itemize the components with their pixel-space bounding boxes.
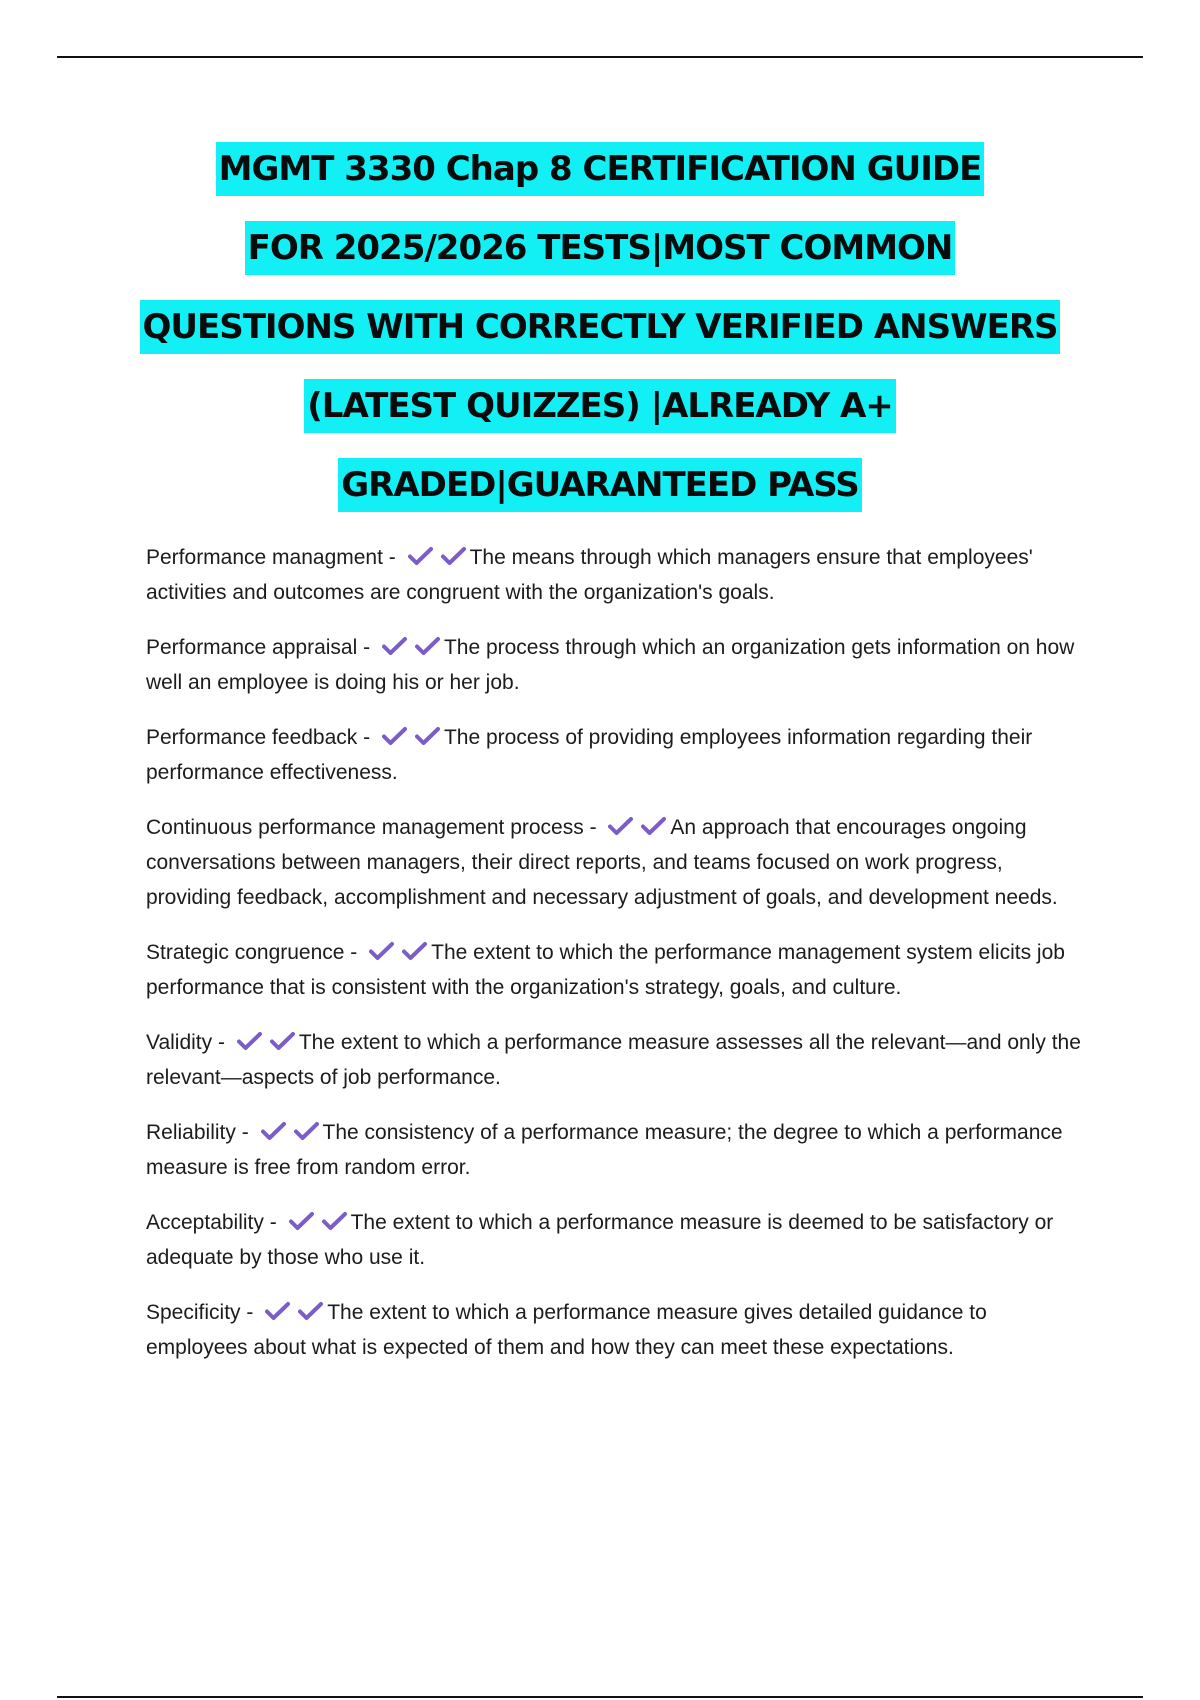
title-line — [0, 142, 1200, 221]
check-icon — [402, 941, 427, 961]
verified-checks — [289, 1211, 347, 1231]
title-line — [0, 221, 1200, 300]
entry-definition: The extent to which the performance management system elicits job performance that is consistent with the organization's strategy, goals, and culture. — [146, 941, 1065, 999]
flashcard-entry — [146, 720, 1091, 790]
document-title — [0, 142, 1200, 537]
entry-definition: The extent to which a performance measure gives detailed guidance to employees about what is expected of them and how they can meet these expectations. — [146, 1301, 987, 1359]
bottom-divider — [57, 1696, 1143, 1698]
entry-definition: The process through which an organization gets information on how well an employee is doing his or her job. — [146, 636, 1075, 694]
top-divider — [57, 56, 1143, 58]
check-icon — [415, 636, 440, 656]
flashcard-entry — [146, 630, 1091, 700]
title-line — [0, 379, 1200, 458]
entry-term: Performance appraisal - — [146, 636, 376, 659]
check-icon — [382, 726, 407, 746]
check-icon — [641, 816, 666, 836]
check-icon — [294, 1121, 319, 1141]
entry-term: Performance feedback - — [146, 726, 376, 749]
check-icon — [270, 1031, 295, 1051]
verified-checks — [608, 816, 666, 836]
verified-checks — [382, 726, 440, 746]
entry-term: Reliability - — [146, 1121, 255, 1144]
check-icon — [369, 941, 394, 961]
check-icon — [322, 1211, 347, 1231]
title-line-text: (LATEST QUIZZES) |ALREADY A+ — [304, 379, 896, 433]
entry-term: Acceptability - — [146, 1211, 283, 1234]
entry-definition: The extent to which a performance measure is deemed to be satisfactory or adequate by those who use it. — [146, 1211, 1054, 1269]
flashcard-entry — [146, 1115, 1091, 1185]
entry-term: Strategic congruence - — [146, 941, 364, 964]
check-icon — [265, 1301, 290, 1321]
verified-checks — [408, 546, 466, 566]
flashcard-list — [146, 540, 1091, 1365]
title-line-text: MGMT 3330 Chap 8 CERTIFICATION GUIDE — [216, 142, 985, 196]
flashcard-entry — [146, 540, 1091, 610]
title-line — [0, 300, 1200, 379]
verified-checks — [369, 941, 427, 961]
check-icon — [237, 1031, 262, 1051]
flashcard-entry — [146, 1025, 1091, 1095]
flashcard-entry — [146, 1205, 1091, 1275]
entry-term: Continuous performance management process - — [146, 816, 603, 839]
verified-checks — [265, 1301, 323, 1321]
check-icon — [289, 1211, 314, 1231]
flashcard-entry — [146, 810, 1091, 915]
entry-term: Performance managment - — [146, 546, 402, 569]
verified-checks — [261, 1121, 319, 1141]
check-icon — [441, 546, 466, 566]
flashcard-entry — [146, 935, 1091, 1005]
entry-definition: An approach that encourages ongoing conversations between managers, their direct reports, and teams focused on work progress, providing feedback, accomplishment and necessary adjustment of goals, and development needs. — [146, 816, 1058, 909]
check-icon — [415, 726, 440, 746]
entry-definition: The extent to which a performance measure assesses all the relevant—and only the relevant—aspects of job performance. — [146, 1031, 1081, 1089]
title-line — [0, 458, 1200, 537]
check-icon — [608, 816, 633, 836]
entry-term: Validity - — [146, 1031, 231, 1054]
title-line-text: GRADED|GUARANTEED PASS — [338, 458, 861, 512]
check-icon — [382, 636, 407, 656]
check-icon — [408, 546, 433, 566]
title-line-text: QUESTIONS WITH CORRECTLY VERIFIED ANSWERS — [140, 300, 1061, 354]
entry-term: Specificity - — [146, 1301, 260, 1324]
entry-definition: The consistency of a performance measure; the degree to which a performance measure is free from random error. — [146, 1121, 1063, 1179]
title-line-text: FOR 2025/2026 TESTS|MOST COMMON — [245, 221, 956, 275]
check-icon — [261, 1121, 286, 1141]
flashcard-entry — [146, 1295, 1091, 1365]
check-icon — [298, 1301, 323, 1321]
verified-checks — [237, 1031, 295, 1051]
verified-checks — [382, 636, 440, 656]
entry-definition: The means through which managers ensure that employees' activities and outcomes are congruent with the organization's goals. — [146, 546, 1033, 604]
entry-definition: The process of providing employees information regarding their performance effectiveness. — [146, 726, 1033, 784]
